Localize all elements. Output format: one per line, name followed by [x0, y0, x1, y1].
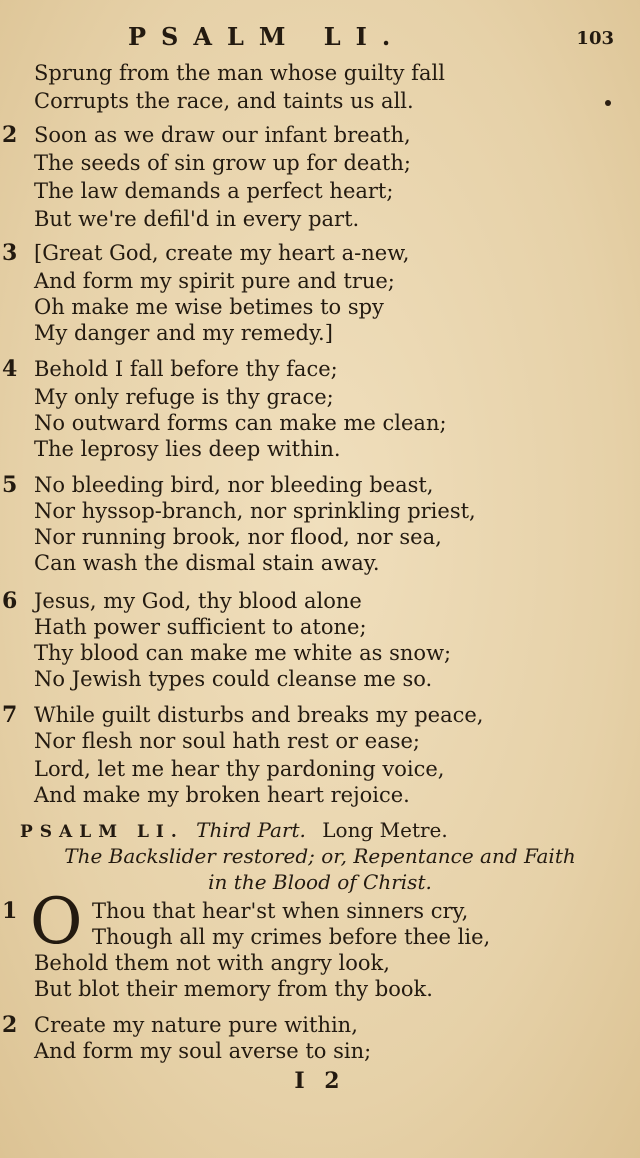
- stanza-number: 2: [2, 122, 18, 148]
- verse-line: Can wash the dismal stain away.: [34, 551, 380, 575]
- part-subtitle-2: in the Blood of Christ.: [208, 870, 432, 894]
- verse-line: Hath power sufficient to atone;: [34, 615, 367, 639]
- verse-line: No bleeding bird, nor bleeding beast,: [34, 473, 434, 497]
- verse-line: Lord, let me hear thy pardoning voice,: [34, 757, 445, 781]
- verse-line: While guilt disturbs and breaks my peace,: [34, 703, 484, 727]
- stanza-number: 1: [2, 898, 18, 924]
- verse-line: Though all my crimes before thee lie,: [92, 925, 491, 949]
- verse-line: Sprung from the man whose guilty fall: [34, 61, 445, 85]
- stanza-number: 5: [2, 472, 18, 498]
- drop-cap: O: [30, 885, 83, 959]
- stanza-number: 2: [2, 1012, 18, 1038]
- verse-line: Corrupts the race, and taints us all.: [34, 89, 414, 113]
- part-heading-metre: Long Metre.: [322, 818, 448, 842]
- verse-line: Nor hyssop-branch, nor sprinkling priest,: [34, 499, 476, 523]
- verse-line: Behold them not with angry look,: [34, 951, 390, 975]
- verse-line: The leprosy lies deep within.: [34, 437, 341, 461]
- part-subtitle-1: The Backslider restored; or, Repentance and Faith: [64, 844, 576, 868]
- running-head: [0, 22, 640, 54]
- verse-line: Behold I fall before thy face;: [34, 357, 338, 381]
- page-number: 103: [576, 28, 614, 49]
- verse-line: Oh make me wise betimes to spy: [34, 295, 384, 319]
- verse-line: Nor flesh nor soul hath rest or ease;: [34, 729, 420, 753]
- verse-line: But blot their memory from thy book.: [34, 977, 433, 1001]
- verse-line: And form my soul averse to sin;: [34, 1039, 372, 1063]
- stanza-number: 6: [2, 588, 18, 614]
- verse-line: My danger and my remedy.]: [34, 321, 333, 345]
- verse-line: Thy blood can make me white as snow;: [34, 641, 452, 665]
- part-heading-part: Third Part.: [196, 818, 306, 842]
- verse-line: Soon as we draw our infant breath,: [34, 123, 411, 147]
- verse-line: No outward forms can make me clean;: [34, 411, 447, 435]
- stanza-number: 3: [2, 240, 18, 266]
- verse-line: And form my spirit pure and true;: [34, 269, 395, 293]
- verse-line: And make my broken heart rejoice.: [34, 783, 410, 807]
- running-title: PSALM LI.: [128, 22, 406, 51]
- part-heading-psalm: PSALM LI.: [20, 822, 184, 842]
- verse-line: Create my nature pure within,: [34, 1013, 358, 1037]
- verse-line: Thou that hear'st when sinners cry,: [92, 899, 469, 923]
- printer-signature: I 2: [294, 1068, 346, 1094]
- verse-line: The law demands a perfect heart;: [34, 179, 394, 203]
- verse-line: [Great God, create my heart a-new,: [34, 241, 410, 265]
- stanza-number: 4: [2, 356, 18, 382]
- verse-line: My only refuge is thy grace;: [34, 385, 334, 409]
- part-heading: [20, 818, 630, 844]
- stanza-number: 7: [2, 702, 18, 728]
- ink-speck: [605, 100, 611, 106]
- verse-line: The seeds of sin grow up for death;: [34, 151, 411, 175]
- verse-line: Jesus, my God, thy blood alone: [34, 589, 362, 613]
- verse-line: Nor running brook, nor flood, nor sea,: [34, 525, 442, 549]
- verse-line: No Jewish types could cleanse me so.: [34, 667, 433, 691]
- verse-line: But we're defil'd in every part.: [34, 207, 360, 231]
